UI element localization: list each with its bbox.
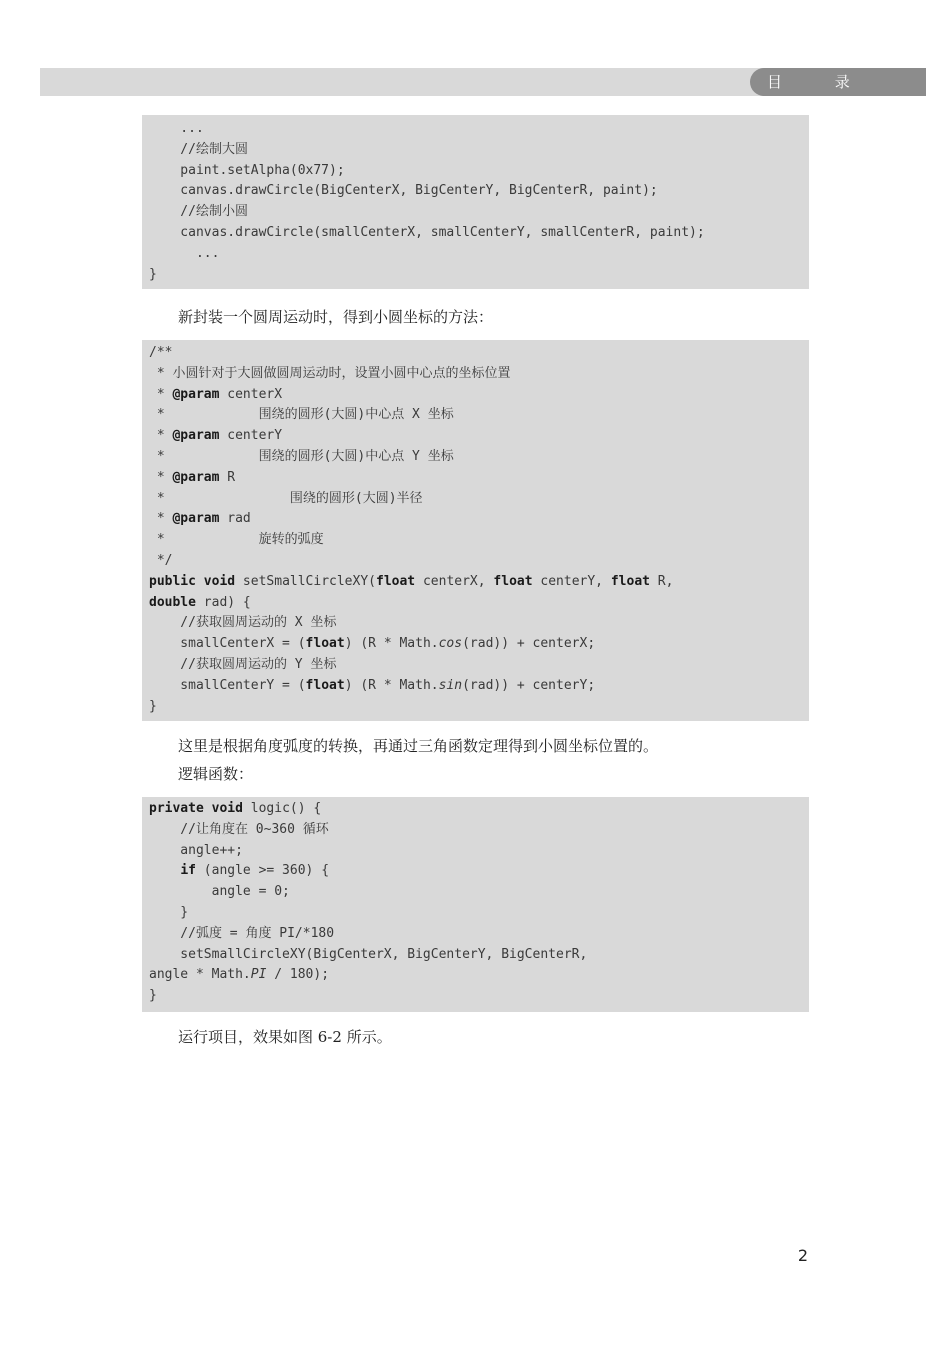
code-line: angle++;: [149, 842, 243, 858]
code-line: * 围绕的圆形(大圆)中心点 Y 坐标: [149, 448, 454, 464]
code-line: ...: [149, 245, 220, 261]
code-line: private void logic() {: [149, 801, 322, 816]
body-paragraph: 逻辑函数：: [178, 765, 254, 783]
code-line: * @param R: [149, 469, 236, 485]
code-line: smallCenterX = (float) (R * Math.cos(rad)) + centerX;: [149, 636, 596, 652]
code-line: angle * Math.PI / 180);: [149, 967, 330, 983]
code-line: canvas.drawCircle(smallCenterX, smallCenterY, smallCenterR, paint);: [149, 224, 705, 240]
code-line: * 小圆针对于大圆做圆周运动时，设置小圆中心点的坐标位置: [149, 365, 511, 381]
code-line: * @param rad: [149, 511, 251, 527]
code-line: //获取圆周运动的 X 坐标: [149, 615, 337, 631]
body-paragraph: 新封装一个圆周运动时，得到小圆坐标的方法：: [178, 308, 494, 326]
code-line: canvas.drawCircle(BigCenterX, BigCenterY, BigCenterR, paint);: [149, 183, 658, 199]
code-line: //让角度在 0~360 循环: [149, 821, 329, 837]
code-line: //绘制小圆: [149, 204, 248, 220]
code-line: angle = 0;: [149, 884, 290, 900]
code-line: /**: [149, 345, 173, 360]
code-line: * 旋转的弧度: [149, 532, 324, 548]
code-line: }: [149, 698, 157, 714]
code-line: }: [149, 988, 157, 1004]
toc-button[interactable]: 目 录: [750, 68, 926, 96]
code-line: }: [149, 266, 157, 282]
code-line: * @param centerY: [149, 428, 283, 444]
page-number: 2: [797, 1246, 808, 1265]
code-line: //获取圆周运动的 Y 坐标: [149, 656, 337, 672]
code-block-logic: [142, 797, 809, 1012]
code-line: smallCenterY = (float) (R * Math.sin(rad)) + centerY;: [149, 677, 596, 693]
code-line: double rad) {: [149, 594, 251, 610]
code-line: setSmallCircleXY(BigCenterX, BigCenterY, BigCenterR,: [149, 946, 588, 962]
code-line: * 围绕的圆形(大圆)中心点 X 坐标: [149, 407, 454, 423]
code-line: }: [149, 904, 189, 920]
code-line: paint.setAlpha(0x77);: [149, 162, 345, 178]
code-line: */: [149, 552, 173, 568]
code-line: * 围绕的圆形(大圆)半径: [149, 490, 423, 506]
code-line: if (angle >= 360) {: [180, 863, 330, 879]
code-block-draw-circles: [142, 115, 809, 289]
code-line: * @param centerX: [149, 386, 283, 402]
code-block-set-small-circle: [142, 340, 809, 721]
body-paragraph: 这里是根据角度弧度的转换，再通过三角函数定理得到小圆坐标位置的。: [178, 737, 659, 755]
code-line: //弧度 = 角度 PI/*180: [149, 925, 335, 941]
code-line: ...: [149, 121, 204, 136]
code-line: public void setSmallCircleXY(float centerX, float centerY, float R,: [149, 573, 674, 589]
code-line: //绘制大圆: [149, 141, 248, 157]
body-paragraph: 运行项目，效果如图 6-2 所示。: [178, 1028, 392, 1046]
